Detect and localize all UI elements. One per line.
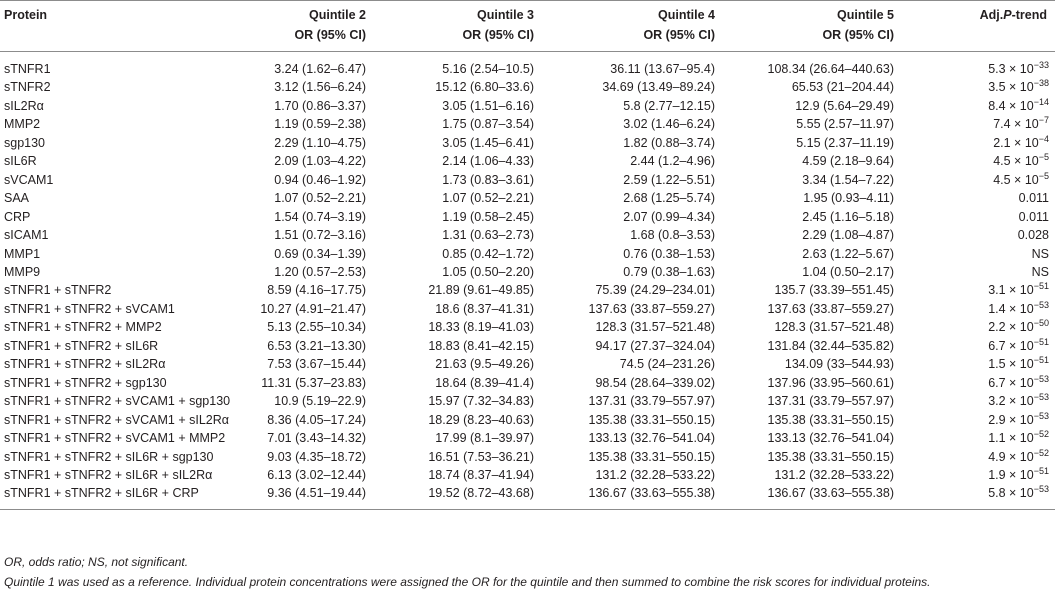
- ptrend-cell: [922, 281, 1055, 299]
- q5-cell: 1.04 (0.50–2.17): [802, 264, 894, 279]
- header-protein: Protein: [4, 8, 48, 22]
- q2-cell: 10.9 (5.19–22.9): [274, 394, 366, 409]
- q4-cell: 136.67 (33.63–555.38): [588, 486, 715, 501]
- ptrend-value: 5.8 × 10: [988, 486, 1034, 501]
- q3-cell: 15.97 (7.32–34.83): [428, 394, 534, 409]
- q4-cell: 133.13 (32.76–541.04): [588, 431, 715, 446]
- q2-cell: 3.12 (1.56–6.24): [274, 80, 366, 95]
- q2-cell: 1.07 (0.52–2.21): [274, 191, 366, 206]
- ptrend-cell: [922, 411, 1055, 429]
- q2-cell: 7.01 (3.43–14.32): [267, 431, 366, 446]
- q2-cell: 0.94 (0.46–1.92): [274, 172, 366, 187]
- ptrend-cell: [922, 374, 1055, 392]
- q4-cell: 36.11 (13.67–95.4): [610, 62, 715, 76]
- table-row: [0, 263, 1055, 281]
- q3-cell: 21.63 (9.5–49.26): [435, 357, 534, 372]
- q5-cell: 133.13 (32.76–541.04): [767, 431, 894, 446]
- table-row: [0, 152, 1055, 170]
- table-row: [0, 374, 1055, 392]
- q5-cell: 135.7 (33.39–551.45): [774, 283, 894, 298]
- header-quintile-5: Quintile 5: [837, 8, 894, 22]
- table-row: [0, 189, 1055, 207]
- q4-cell: 2.44 (1.2–4.96): [630, 154, 715, 169]
- ptrend-value: 1.1 × 10: [988, 431, 1034, 446]
- protein-cell: sTNFR1 + sTNFR2 + sIL6R: [4, 338, 159, 353]
- q4-cell: 128.3 (31.57–521.48): [595, 320, 715, 335]
- q5-cell: 2.45 (1.16–5.18): [802, 209, 894, 224]
- q3-cell: 1.75 (0.87–3.54): [442, 117, 534, 132]
- protein-cell: sTNFR1 + sTNFR2 + sVCAM1 + sgp130: [4, 394, 231, 409]
- ptrend-value: 0.028: [1017, 228, 1049, 243]
- q3-cell: 0.85 (0.42–1.72): [442, 246, 534, 261]
- q2-cell: 8.59 (4.16–17.75): [267, 283, 366, 298]
- protein-cell: sTNFR1 + sTNFR2 + MMP2: [4, 320, 162, 335]
- ptrend-cell: [922, 300, 1055, 318]
- header-q5-or: OR (95% CI): [822, 28, 894, 42]
- q3-cell: 18.64 (8.39–41.4): [435, 375, 534, 390]
- q3-cell: 3.05 (1.51–6.16): [442, 98, 534, 113]
- q2-cell: 1.51 (0.72–3.16): [274, 228, 366, 243]
- ptrend-exponent: −51: [1033, 355, 1049, 366]
- ptrend-cell: [922, 152, 1055, 170]
- ptrend-exponent: −53: [1033, 410, 1049, 421]
- ptrend-exponent: −53: [1033, 392, 1049, 402]
- q5-cell: 134.09 (33–544.93): [784, 357, 894, 372]
- q4-cell: 3.02 (1.46–6.24): [623, 117, 715, 132]
- q5-cell: 2.29 (1.08–4.87): [802, 228, 894, 243]
- ptrend-exponent: −7: [1038, 115, 1049, 126]
- q2-cell: 2.09 (1.03–4.22): [274, 154, 366, 169]
- ptrend-value: NS: [1031, 264, 1049, 279]
- q5-cell: 3.34 (1.54–7.22): [802, 172, 894, 187]
- ptrend-cell: [922, 97, 1055, 115]
- protein-cell: sTNFR1 + sTNFR2 + sIL2Rα: [4, 357, 166, 372]
- protein-cell: sICAM1: [4, 228, 49, 243]
- table-row: [0, 97, 1055, 115]
- ptrend-cell: [922, 189, 1055, 207]
- header-ptrend-suffix: -trend: [1011, 8, 1047, 22]
- header-row-1: [0, 1, 1055, 26]
- ptrend-value: 0.011: [1018, 191, 1049, 206]
- table-row: [0, 300, 1055, 318]
- protein-cell: sTNFR1 + sTNFR2 + sgp130: [4, 375, 167, 390]
- table-body: [0, 52, 1055, 510]
- q5-cell: 128.3 (31.57–521.48): [774, 320, 894, 335]
- q3-cell: 19.52 (8.72–43.68): [428, 486, 534, 501]
- ptrend-value: 3.1 × 10: [988, 283, 1034, 298]
- protein-cell: sIL6R: [4, 154, 37, 169]
- header-protein-blank: [0, 25, 218, 52]
- ptrend-cell: [922, 245, 1055, 263]
- ptrend-exponent: −51: [1033, 281, 1049, 292]
- ptrend-value: 1.4 × 10: [988, 301, 1034, 316]
- q2-cell: 10.27 (4.91–21.47): [260, 301, 366, 316]
- q4-cell: 74.5 (24–231.26): [619, 357, 715, 372]
- q2-cell: 9.36 (4.51–19.44): [267, 486, 366, 501]
- q5-cell: 135.38 (33.31–550.15): [767, 449, 894, 464]
- header-quintile-3: Quintile 3: [477, 8, 534, 22]
- protein-cell: SAA: [4, 191, 30, 206]
- q3-cell: 1.31 (0.63–2.73): [442, 228, 534, 243]
- table-row: [0, 208, 1055, 226]
- q3-cell: 1.05 (0.50–2.20): [442, 264, 534, 279]
- q5-cell: 1.95 (0.93–4.11): [803, 191, 894, 206]
- ptrend-exponent: −53: [1033, 484, 1049, 495]
- q3-cell: 1.73 (0.83–3.61): [442, 172, 534, 187]
- ptrend-exponent: −50: [1033, 318, 1049, 329]
- q4-cell: 137.31 (33.79–557.97): [588, 394, 715, 409]
- q5-cell: 131.84 (32.44–535.82): [767, 338, 894, 353]
- ptrend-value: 4.9 × 10: [988, 449, 1034, 464]
- table-row: [0, 448, 1055, 466]
- q3-cell: 21.89 (9.61–49.85): [428, 283, 534, 298]
- ptrend-exponent: −53: [1033, 299, 1049, 310]
- q4-cell: 0.76 (0.38–1.53): [623, 246, 715, 261]
- q3-cell: 16.51 (7.53–36.21): [428, 449, 534, 464]
- header-row-2: [0, 25, 1055, 52]
- q3-cell: 15.12 (6.80–33.6): [435, 80, 534, 95]
- ptrend-value: 2.1 × 10: [993, 135, 1039, 150]
- q2-cell: 5.13 (2.55–10.34): [267, 320, 366, 335]
- q5-cell: 108.34 (26.64–440.63): [767, 62, 894, 76]
- q4-cell: 2.07 (0.99–4.34): [623, 209, 715, 224]
- ptrend-value: 8.4 × 10: [988, 98, 1034, 113]
- ptrend-value: 3.5 × 10: [988, 80, 1034, 95]
- q2-cell: 7.53 (3.67–15.44): [267, 357, 366, 372]
- ptrend-exponent: −5: [1038, 170, 1049, 181]
- table-row: [0, 115, 1055, 133]
- q4-cell: 2.59 (1.22–5.51): [623, 172, 715, 187]
- header-q3-or: OR (95% CI): [462, 28, 534, 42]
- q3-cell: 2.14 (1.06–4.33): [442, 154, 534, 169]
- q4-cell: 0.79 (0.38–1.63): [623, 264, 715, 279]
- q2-cell: 1.70 (0.86–3.37): [274, 98, 366, 113]
- ptrend-exponent: −53: [1033, 373, 1049, 384]
- ptrend-value: 7.4 × 10: [993, 117, 1039, 132]
- header-ptrend-prefix: Adj.: [979, 8, 1004, 22]
- q3-cell: 18.83 (8.41–42.15): [428, 338, 534, 353]
- ptrend-exponent: −38: [1033, 78, 1049, 89]
- table-row: [0, 281, 1055, 299]
- ptrend-cell: [922, 171, 1055, 189]
- footnote-reference: Quintile 1 was used as a reference. Individual protein concentrations were assigned the OR for the quintile and then summed to combine the risk scores for individual proteins.: [4, 575, 931, 589]
- table-row: [0, 429, 1055, 447]
- ptrend-value: 4.5 × 10: [993, 154, 1039, 169]
- table-row: [0, 318, 1055, 336]
- q2-cell: 1.19 (0.59–2.38): [274, 117, 366, 132]
- q4-cell: 2.68 (1.25–5.74): [623, 191, 715, 206]
- protein-cell: sTNFR1 + sTNFR2: [4, 283, 112, 298]
- q4-cell: 137.63 (33.87–559.27): [588, 301, 715, 316]
- protein-cell: sTNFR1 + sTNFR2 + sIL6R + sIL2Rα: [4, 467, 213, 482]
- protein-cell: CRP: [4, 209, 31, 224]
- footnote-abbreviations: OR, odds ratio; NS, not significant.: [4, 555, 189, 569]
- header-quintile-2: Quintile 2: [309, 8, 366, 22]
- q3-cell: 1.07 (0.52–2.21): [442, 191, 534, 206]
- ptrend-cell: [922, 392, 1055, 410]
- ptrend-value: 0.011: [1018, 209, 1049, 224]
- q3-cell: 18.6 (8.37–41.31): [435, 301, 534, 316]
- ptrend-value: 5.3 × 10: [988, 62, 1034, 76]
- ptrend-cell: [922, 337, 1055, 355]
- protein-cell: sTNFR1 + sTNFR2 + sVCAM1: [4, 301, 175, 316]
- q4-cell: 135.38 (33.31–550.15): [588, 412, 715, 427]
- q5-cell: 137.96 (33.95–560.61): [767, 375, 894, 390]
- q3-cell: 18.74 (8.37–41.94): [428, 467, 534, 482]
- ptrend-exponent: −4: [1038, 133, 1049, 144]
- ptrend-value: 6.7 × 10: [988, 338, 1034, 353]
- ptrend-cell: [922, 484, 1055, 509]
- table-row: [0, 484, 1055, 509]
- ptrend-cell: [922, 448, 1055, 466]
- header-q4-or: OR (95% CI): [643, 28, 715, 42]
- q2-cell: 6.13 (3.02–12.44): [267, 467, 366, 482]
- q3-cell: 18.33 (8.19–41.03): [428, 320, 534, 335]
- q5-cell: 2.63 (1.22–5.67): [802, 246, 894, 261]
- q2-cell: 1.20 (0.57–2.53): [274, 264, 366, 279]
- ptrend-value: 1.5 × 10: [988, 357, 1034, 372]
- q2-cell: 11.31 (5.37–23.83): [261, 375, 366, 390]
- q2-cell: 2.29 (1.10–4.75): [274, 135, 366, 150]
- table-row: [0, 245, 1055, 263]
- q3-cell: 18.29 (8.23–40.63): [428, 412, 534, 427]
- q2-cell: 6.53 (3.21–13.30): [267, 338, 366, 353]
- table-row: [0, 134, 1055, 152]
- ptrend-cell: [922, 52, 1055, 79]
- protein-cell: sIL2Rα: [4, 98, 44, 113]
- protein-cell: sTNFR2: [4, 80, 51, 95]
- q4-cell: 131.2 (32.28–533.22): [595, 467, 715, 482]
- ptrend-value: 6.7 × 10: [988, 375, 1034, 390]
- protein-cell: MMP9: [4, 264, 41, 279]
- protein-cell: sTNFR1: [4, 62, 51, 76]
- ptrend-value: 2.2 × 10: [988, 320, 1034, 335]
- header-ptrend-p: P: [1003, 8, 1012, 22]
- ptrend-exponent: −14: [1033, 96, 1049, 107]
- q2-cell: 1.54 (0.74–3.19): [274, 209, 366, 224]
- header-ptrend-blank: [922, 25, 1055, 52]
- q4-cell: 5.8 (2.77–12.15): [623, 98, 715, 113]
- table-row: [0, 226, 1055, 244]
- protein-cell: sgp130: [4, 135, 46, 150]
- protein-cell: sTNFR1 + sTNFR2 + sIL6R + sgp130: [4, 449, 214, 464]
- table-footnotes: [4, 552, 1044, 592]
- q5-cell: 131.2 (32.28–533.22): [774, 467, 894, 482]
- q4-cell: 1.82 (0.88–3.74): [623, 135, 715, 150]
- q2-cell: 0.69 (0.34–1.39): [274, 246, 366, 261]
- protein-cell: sVCAM1: [4, 172, 54, 187]
- header-quintile-4: Quintile 4: [658, 8, 715, 22]
- table-row: [0, 171, 1055, 189]
- q5-cell: 135.38 (33.31–550.15): [767, 412, 894, 427]
- header-ptrend: [922, 1, 1055, 26]
- ptrend-exponent: −33: [1033, 59, 1049, 70]
- q4-cell: 135.38 (33.31–550.15): [588, 449, 715, 464]
- protein-cell: sTNFR1 + sTNFR2 + sIL6R + CRP: [4, 486, 199, 501]
- q5-cell: 137.31 (33.79–557.97): [767, 394, 894, 409]
- protein-cell: sTNFR1 + sTNFR2 + sVCAM1 + sIL2Rα: [4, 412, 229, 427]
- protein-cell: sTNFR1 + sTNFR2 + sVCAM1 + MMP2: [4, 431, 226, 446]
- q4-cell: 94.17 (27.37–324.04): [595, 338, 715, 353]
- ptrend-value: 4.5 × 10: [993, 172, 1039, 187]
- table-row: [0, 466, 1055, 484]
- ptrend-cell: [922, 208, 1055, 226]
- ptrend-value: 1.9 × 10: [988, 467, 1034, 482]
- ptrend-value: NS: [1031, 246, 1049, 261]
- q2-cell: 8.36 (4.05–17.24): [267, 412, 366, 427]
- q5-cell: 137.63 (33.87–559.27): [767, 301, 894, 316]
- protein-cell: MMP1: [4, 246, 41, 261]
- q5-cell: 65.53 (21–204.44): [791, 80, 894, 95]
- ptrend-cell: [922, 78, 1055, 96]
- q3-cell: 5.16 (2.54–10.5): [442, 62, 534, 76]
- ptrend-cell: [922, 466, 1055, 484]
- q3-cell: 3.05 (1.45–6.41): [442, 135, 534, 150]
- ptrend-value: 3.2 × 10: [988, 394, 1034, 409]
- table-row: [0, 411, 1055, 429]
- ptrend-cell: [922, 115, 1055, 133]
- table-row: [0, 392, 1055, 410]
- ptrend-exponent: −5: [1038, 152, 1049, 163]
- ptrend-cell: [922, 134, 1055, 152]
- q4-cell: 98.54 (28.64–339.02): [595, 375, 715, 390]
- ptrend-cell: [922, 318, 1055, 336]
- q3-cell: 1.19 (0.58–2.45): [442, 209, 534, 224]
- q5-cell: 5.55 (2.57–11.97): [796, 117, 894, 132]
- q5-cell: 136.67 (33.63–555.38): [767, 486, 894, 501]
- ptrend-exponent: −52: [1033, 428, 1049, 439]
- ptrend-value: 2.9 × 10: [988, 412, 1034, 427]
- q5-cell: 12.9 (5.64–29.49): [795, 98, 894, 113]
- q2-cell: 9.03 (4.35–18.72): [267, 449, 366, 464]
- table-row: [0, 52, 1055, 79]
- q4-cell: 34.69 (13.49–89.24): [602, 80, 715, 95]
- ptrend-exponent: −51: [1033, 336, 1049, 347]
- q5-cell: 4.59 (2.18–9.64): [802, 154, 894, 169]
- protein-cell: MMP2: [4, 117, 41, 132]
- ptrend-exponent: −52: [1033, 447, 1049, 458]
- table-row: [0, 355, 1055, 373]
- ptrend-cell: [922, 226, 1055, 244]
- q4-cell: 1.68 (0.8–3.53): [630, 228, 715, 243]
- ptrend-cell: [922, 355, 1055, 373]
- q5-cell: 5.15 (2.37–11.19): [796, 135, 894, 150]
- ptrend-cell: [922, 429, 1055, 447]
- table-row: [0, 78, 1055, 96]
- table-header: [0, 1, 1055, 52]
- table-row: [0, 337, 1055, 355]
- q3-cell: 17.99 (8.1–39.97): [435, 431, 534, 446]
- header-q2-or: OR (95% CI): [294, 28, 366, 42]
- ptrend-exponent: −51: [1033, 465, 1049, 476]
- q2-cell: 3.24 (1.62–6.47): [274, 62, 366, 76]
- q4-cell: 75.39 (24.29–234.01): [595, 283, 715, 298]
- ptrend-cell: [922, 263, 1055, 281]
